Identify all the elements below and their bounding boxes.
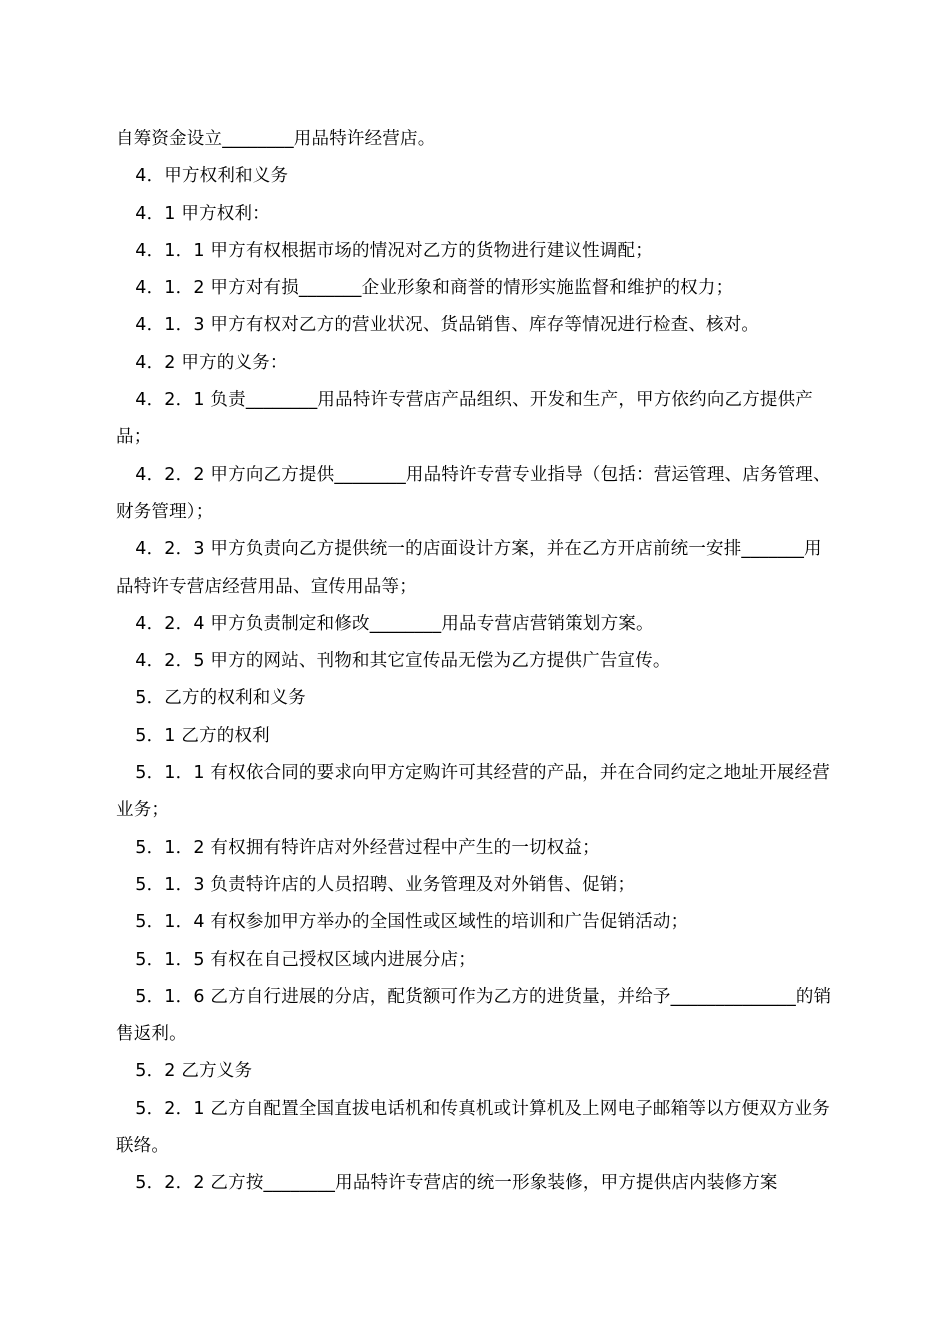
- heading-section-4: 4．甲方权利和义务: [135, 166, 289, 187]
- heading-4-2: 4．2 甲方的义务：: [135, 352, 288, 373]
- clause-4-1-1: 4．1．1 甲方有权根据市场的情况对乙方的货物进行建议性调配；: [135, 240, 653, 261]
- clause-5-1-6: 5．1．6 乙方自行进展的分店，配货额可作为乙方的进货量，并给予______________的销售返利。: [116, 986, 832, 1045]
- heading-section-5: 5．乙方的权利和义务: [135, 688, 306, 709]
- clause-5-2-2: 5．2．2 乙方按________用品特许专营店的统一形象装修，甲方提供店内装修方案: [135, 1173, 778, 1194]
- heading-4-1: 4．1 甲方权利：: [135, 203, 270, 224]
- clause-5-1-4: 5．1．4 有权参加甲方举办的全国性或区域性的培训和广告促销活动；: [135, 912, 689, 933]
- clause-4-2-3: 4．2．3 甲方负责向乙方提供统一的店面设计方案，并在乙方开店前统一安排_______用品特许专营店经营用品、宣传用品等；: [116, 539, 822, 597]
- clause-4-2-1: 4．2．1 负责________用品特许专营店产品组织、开发和生产，甲方依约向乙方提供产品；: [116, 390, 814, 448]
- clause-4-1-2: 4．1．2 甲方对有损_______企业形象和商誉的情形实施监督和维护的权力；: [135, 278, 734, 299]
- clause-4-2-4: 4．2．4 甲方负责制定和修改________用品专营店营销策划方案。: [135, 613, 654, 634]
- paragraph-1: 自筹资金设立________用品特许经营店。: [116, 129, 436, 149]
- document-body: [116, 121, 836, 1203]
- clause-4-2-5: 4．2．5 甲方的网站、刊物和其它宣传品无偿为乙方提供广告宣传。: [135, 651, 671, 672]
- clause-5-1-2: 5．1．2 有权拥有特许店对外经营过程中产生的一切权益；: [135, 837, 600, 858]
- heading-5-1: 5．1 乙方的权利: [135, 725, 270, 746]
- clause-5-1-3: 5．1．3 负责特许店的人员招聘、业务管理及对外销售、促销；: [135, 874, 636, 895]
- clause-5-2-1: 5．2．1 乙方自配置全国直拔电话机和传真机或计算机及上网电子邮箱等以方便双方业务联络。: [116, 1098, 830, 1157]
- clause-5-1-1: 5．1．1 有权依合同的要求向甲方定购许可其经营的产品，并在合同约定之地址开展经营业务；: [116, 763, 830, 821]
- clause-4-1-3: 4．1．3 甲方有权对乙方的营业状况、货品销售、库存等情况进行检查、核对。: [135, 315, 760, 336]
- heading-5-2: 5．2 乙方义务: [135, 1061, 253, 1082]
- clause-5-1-5: 5．1．5 有权在自己授权区域内进展分店；: [135, 949, 476, 970]
- clause-4-2-2: 4．2．2 甲方向乙方提供________用品特许专营专业指导（包括：营运管理、店务管理、财务管理）；: [116, 464, 831, 522]
